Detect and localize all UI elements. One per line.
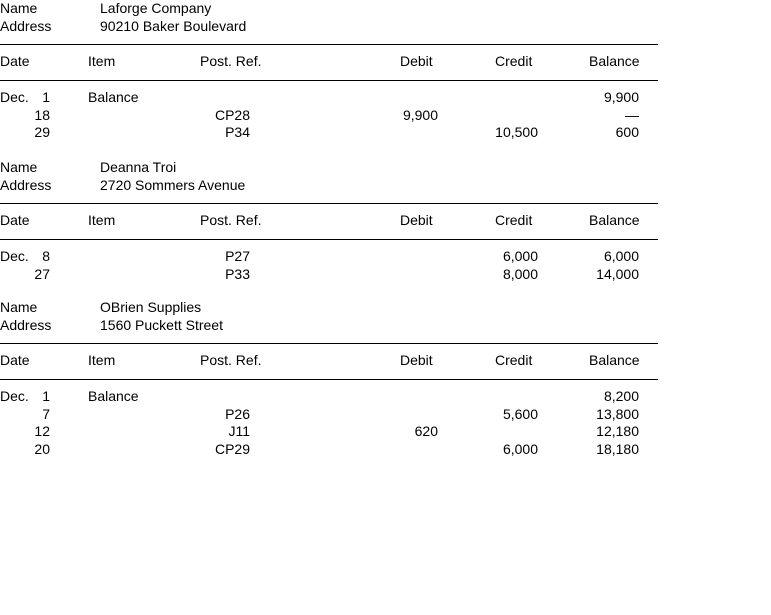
name-label: Name <box>0 299 38 315</box>
debit-cell <box>360 388 438 405</box>
post-ref-cell <box>196 388 250 405</box>
column-header-debit: Debit <box>400 352 433 368</box>
divider <box>0 203 658 204</box>
name-label: Name <box>0 0 38 16</box>
account-address: 2720 Sommers Avenue <box>100 177 246 193</box>
item-cell: Balance <box>88 388 139 404</box>
name-label: Name <box>0 159 38 175</box>
date-month: Dec. <box>0 248 29 264</box>
ledger-row <box>0 107 658 124</box>
column-header-credit: Credit <box>495 212 533 228</box>
balance-cell: 6,000 <box>603 248 639 264</box>
column-header-debit: Debit <box>400 212 433 228</box>
post-ref-cell: P26 <box>225 405 250 422</box>
ledger-row <box>0 388 658 405</box>
date-day: 20 <box>34 440 50 457</box>
date-day: 18 <box>34 106 50 123</box>
column-header-balance: Balance <box>589 53 640 69</box>
balance-cell: 12,180 <box>596 423 639 439</box>
date-month: Dec. <box>0 89 29 105</box>
balance-cell: 600 <box>615 124 639 140</box>
debit-cell: 620 <box>414 423 438 439</box>
column-header-post-ref: Post. Ref. <box>200 352 262 368</box>
ledger-row <box>0 248 658 265</box>
balance-cell: 18,180 <box>596 440 639 457</box>
debit-cell <box>360 248 438 265</box>
column-header-row <box>0 212 658 229</box>
account-address: 1560 Puckett Street <box>100 317 223 333</box>
address-label: Address <box>0 317 52 333</box>
account-name: Deanna Troi <box>100 159 177 175</box>
column-header-date: Date <box>0 53 30 69</box>
date-day: 29 <box>34 124 50 140</box>
address-label: Address <box>0 177 52 193</box>
credit-cell: 8,000 <box>502 265 538 282</box>
date-day: 7 <box>42 405 50 422</box>
post-ref-cell: P33 <box>225 265 250 282</box>
column-header-item: Item <box>88 352 116 368</box>
address-label: Address <box>0 18 52 34</box>
date-day: 27 <box>34 265 50 282</box>
divider <box>0 80 658 81</box>
ledger-row <box>0 406 658 423</box>
column-header-post-ref: Post. Ref. <box>200 212 262 228</box>
date-day: 1 <box>42 89 50 105</box>
post-ref-cell: J11 <box>228 423 250 439</box>
debit-cell <box>360 441 438 458</box>
debit-cell <box>360 124 438 141</box>
credit-cell <box>460 89 538 106</box>
divider <box>0 379 658 380</box>
balance-cell: — <box>625 106 639 123</box>
divider <box>0 44 658 45</box>
ledger-row <box>0 124 658 141</box>
ledger-row <box>0 423 658 440</box>
credit-cell <box>460 107 538 124</box>
column-header-item: Item <box>88 53 116 69</box>
post-ref-cell: CP29 <box>214 440 250 457</box>
account-name: OBrien Supplies <box>100 299 202 315</box>
divider <box>0 343 658 344</box>
date-day: 8 <box>42 248 50 264</box>
account-address: 90210 Baker Boulevard <box>100 18 247 34</box>
column-header-item: Item <box>88 212 116 228</box>
ledger-row <box>0 441 658 458</box>
column-header-debit: Debit <box>400 53 433 69</box>
ledger-account <box>0 299 660 459</box>
column-header-credit: Credit <box>495 352 533 368</box>
credit-cell: 6,000 <box>502 248 538 264</box>
debit-cell <box>360 406 438 423</box>
ledger-account <box>0 159 660 319</box>
date-month: Dec. <box>0 388 29 404</box>
account-name: Laforge Company <box>100 0 212 16</box>
post-ref-cell: CP28 <box>214 106 250 123</box>
column-header-row <box>0 53 658 70</box>
credit-cell: 6,000 <box>502 440 538 457</box>
balance-cell: 9,900 <box>603 89 639 105</box>
credit-cell: 10,500 <box>495 124 538 140</box>
debit-cell: 9,900 <box>402 106 438 123</box>
debit-cell <box>360 89 438 106</box>
column-header-balance: Balance <box>589 352 640 368</box>
column-header-row <box>0 352 658 369</box>
credit-cell <box>460 388 538 405</box>
item-cell: Balance <box>88 89 139 105</box>
post-ref-cell: P34 <box>225 124 250 140</box>
balance-cell: 14,000 <box>596 265 639 282</box>
ledger-account <box>0 0 660 160</box>
debit-cell <box>360 266 438 283</box>
column-header-date: Date <box>0 212 30 228</box>
column-header-credit: Credit <box>495 53 533 69</box>
balance-cell: 13,800 <box>596 405 639 422</box>
ledger-row <box>0 266 658 283</box>
credit-cell: 5,600 <box>502 405 538 422</box>
ledger-row <box>0 89 658 106</box>
divider <box>0 239 658 240</box>
column-header-balance: Balance <box>589 212 640 228</box>
credit-cell <box>460 423 538 440</box>
date-day: 12 <box>34 423 50 439</box>
date-day: 1 <box>42 388 50 404</box>
column-header-post-ref: Post. Ref. <box>200 53 262 69</box>
column-header-date: Date <box>0 352 30 368</box>
balance-cell: 8,200 <box>603 388 639 404</box>
post-ref-cell <box>196 89 250 106</box>
post-ref-cell: P27 <box>225 248 250 264</box>
